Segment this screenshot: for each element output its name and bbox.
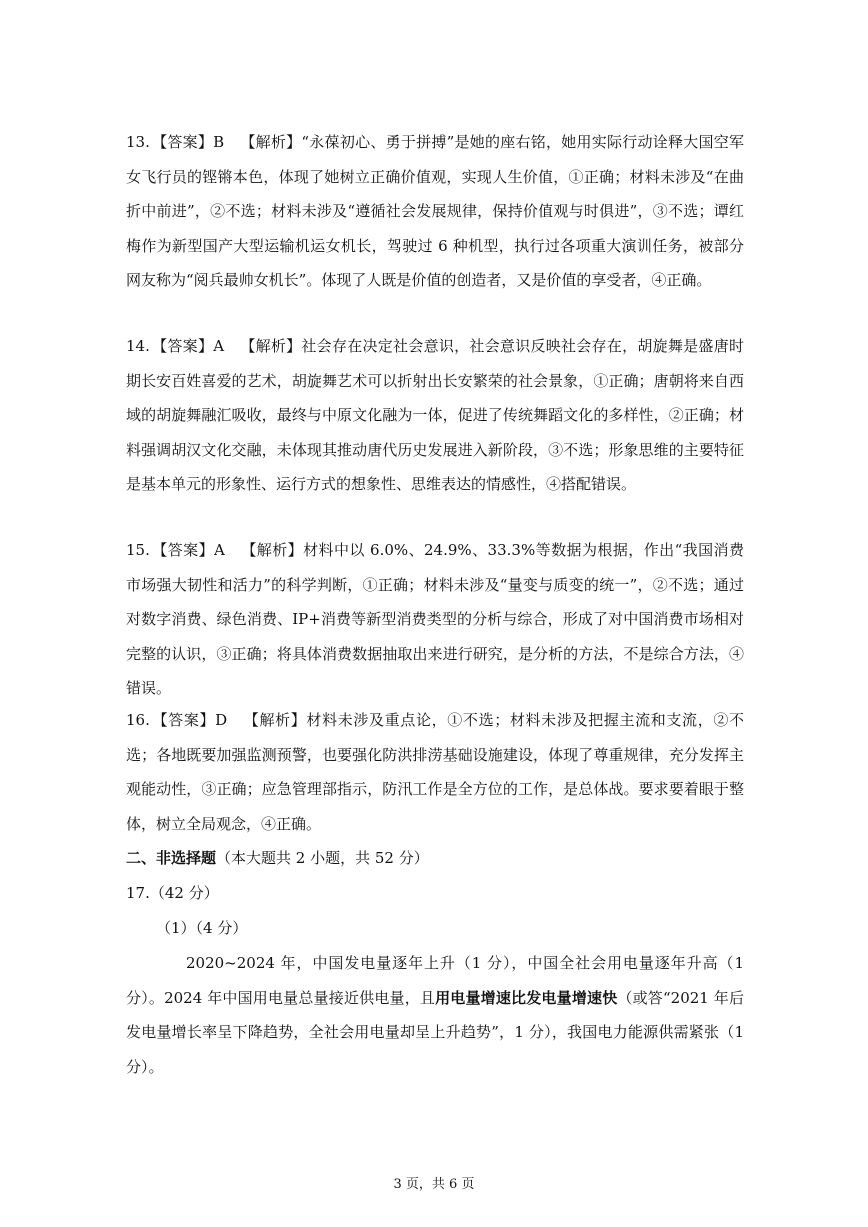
answer-13	[126, 125, 744, 298]
answer-key: 【答案】A	[151, 541, 225, 559]
page-footer: 3 页，共 6 页	[393, 1177, 475, 1192]
question-17-label: 17.（42 分）	[126, 884, 219, 902]
section-heading	[126, 841, 744, 876]
answer-text-after: （或答“2021 年后发电量增长率呈下降趋势，全社会用电量却呈上升趋势”，1 分），我国电力能源供需紧张（1 分）。	[126, 988, 744, 1076]
question-17-sub-label: （1）（4 分）	[156, 919, 248, 937]
answer-key: 【答案】D	[151, 711, 228, 729]
answer-16	[126, 703, 744, 841]
analysis-text: 【解析】材料未涉及重点论，①不选；材料未涉及把握主流和支流，②不选；各地既要加强监测预警，也要强化防洪排涝基础设施建设，体现了尊重规律，充分发挥主观能动性，③正确；应急管理部指示，防汛工作是全方位的工作，是总体战。要求要着眼于整体，树立全局观念，④正确。	[126, 711, 744, 833]
answer-key: 【答案】B	[151, 133, 225, 151]
answer-14	[126, 329, 744, 502]
analysis-text: 【解析】社会存在决定社会意识，社会意识反映社会存在，胡旋舞是盛唐时期长安百姓喜爱的艺术，胡旋舞艺术可以折射出长安繁荣的社会景象，①正确；唐朝将来自西域的胡旋舞融汇吸收，最终与中原文化融为一体，促进了传统舞蹈文化的多样性，②正确；材料强调胡汉文化交融，未体现其推动唐代历史发展进入新阶段，③不选；形象思维的主要特征是基本单元的形象性、运行方式的想象性、思维表达的情感性，④搭配错误。	[126, 337, 744, 493]
question-number: 15.	[126, 541, 150, 559]
analysis-text: 【解析】材料中以 6.0%、24.9%、33.3%等数据为根据，作出“我国消费市场强大韧性和活力”的科学判断，①正确；材料未涉及“量变与质变的统一”，②不选；通过对数字消费、绿色消费、IP+消费等新型消费类型的分析与综合，形成了对中国消费市场相对完整的认识，③正确；将具体消费数据抽取出来进行研究，是分析的方法，不是综合方法，④错误。	[126, 541, 744, 697]
question-number: 16.	[126, 711, 150, 729]
question-17-answer	[126, 946, 744, 1084]
section-title: 二、非选择题	[126, 849, 217, 867]
answer-15	[126, 533, 744, 706]
question-number: 14.	[126, 337, 150, 355]
answer-key: 【答案】A	[151, 337, 225, 355]
section-note: （本大题共 2 小题，共 52 分）	[216, 849, 429, 867]
analysis-text: 【解析】“永葆初心、勇于拼搏”是她的座右铭，她用实际行动诠释大国空军女飞行员的铿锵本色，体现了她树立正确价值观，实现人生价值，①正确；材料未涉及“在曲折中前进”，②不选；材料未涉及“遵循社会发展规律，保持价值观与时俱进”，③不选；谭红梅作为新型国产大型运输机运女机长，驾驶过 6 种机型，执行过各项重大演训任务，被部分网友称为“阅兵最帅女机长”。体现了人既是价值的创造者，又是价值的享受者，④正确。	[126, 133, 744, 289]
question-number: 13.	[126, 133, 150, 151]
answer-text-before: 2020~2024 年，中国发电量逐年上升（1 分），中国全社会用电量逐年升高（1 分）。2024 年中国用电量总量接近供电量，且	[126, 954, 744, 1007]
answer-text-bold: 用电量增速比发电量增速快	[435, 988, 618, 1007]
